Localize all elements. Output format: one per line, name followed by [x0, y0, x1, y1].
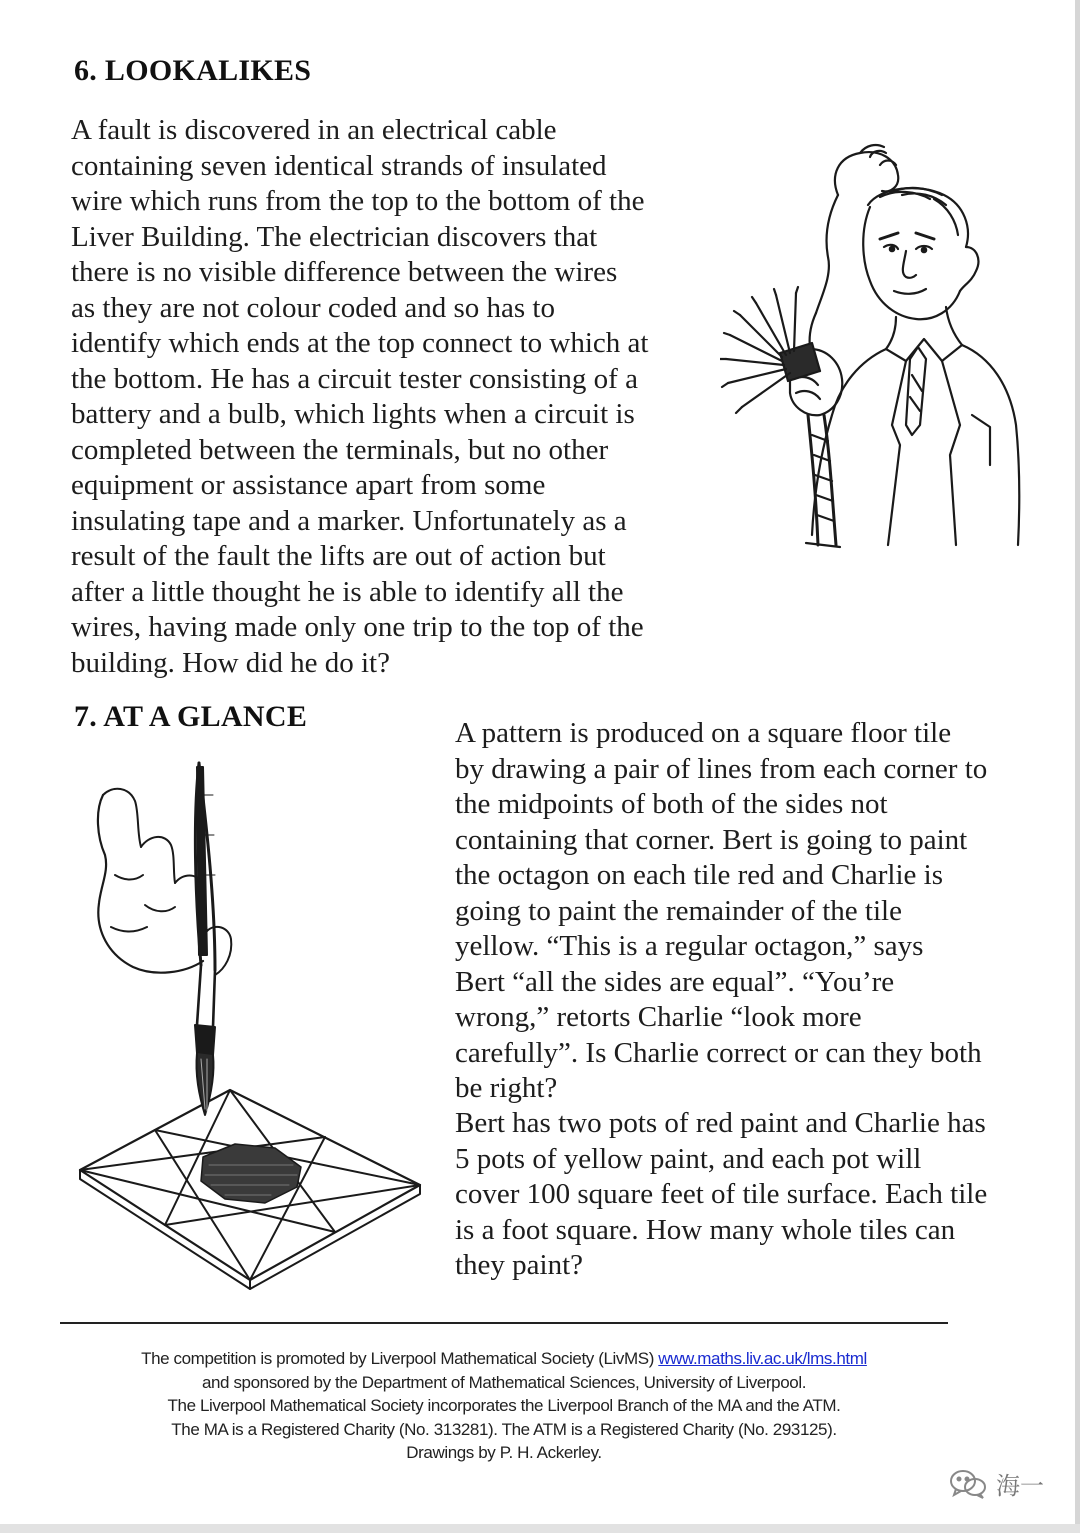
section-6-heading: 6. LOOKALIKES: [74, 54, 312, 87]
text-line: the bottom. He has a circuit tester consisting of a: [71, 362, 638, 395]
footer-line: and sponsored by the Department of Mathematical Sciences, University of Liverpool.: [201, 1372, 807, 1392]
text-line: A fault is discovered in an electrical cable: [71, 114, 557, 146]
text-line: there is no visible difference between the wires: [71, 256, 618, 288]
footer-line: The MA is a Registered Charity (No. 313281). The ATM is a Registered Charity (No. 293125).: [171, 1419, 837, 1439]
text-line: battery and a bulb, which lights when a circuit is: [71, 398, 635, 430]
text-line: insulating tape and a marker. Unfortunately as a: [71, 504, 627, 537]
text-line: the midpoints of both of the sides not: [455, 788, 888, 820]
text-line: going to paint the remainder of the tile: [455, 894, 902, 927]
section-7-text-part2: [455, 1106, 987, 1284]
footer: [60, 1347, 948, 1465]
tile-painting-illustration: [75, 755, 435, 1295]
watermark: [948, 1466, 1044, 1501]
text-line: Liver Building. The electrician discovers that: [71, 220, 598, 253]
electrician-illustration: [720, 135, 1025, 555]
page-bottom-edge: [0, 1524, 1080, 1533]
text-line: result of the fault the lifts are out of action but: [71, 540, 606, 572]
text-line: identify which ends at the top connect to which at: [71, 327, 649, 359]
text-line: wrong,” retorts Charlie “look more: [455, 1001, 862, 1033]
text-line: wires, having made only one trip to the top of the: [71, 611, 644, 643]
text-line: be right?: [455, 1072, 558, 1104]
watermark-text: 海一: [996, 1472, 1044, 1500]
footer-line: [60, 1347, 948, 1371]
text-line: is a foot square. How many whole tiles can: [455, 1213, 956, 1246]
text-line: containing seven identical strands of insulated: [71, 149, 607, 182]
text-line: carefully”. Is Charlie correct or can they both: [455, 1036, 982, 1069]
footer-credit: Drawings by P. H. Ackerley.: [406, 1443, 602, 1462]
text-line: they paint?: [455, 1249, 584, 1281]
section-7-text: [455, 716, 987, 1107]
text-line: after a little thought he is able to identify all the: [71, 575, 624, 608]
section-6-text: [71, 113, 648, 681]
text-line: equipment or assistance apart from some: [71, 469, 546, 501]
text-line: cover 100 square feet of tile surface. Each tile: [455, 1178, 988, 1210]
text-line: by drawing a pair of lines from each corner to: [455, 752, 988, 785]
text-line: containing that corner. Bert is going to paint: [455, 823, 968, 856]
text-line: the octagon on each tile red and Charlie is: [455, 859, 943, 891]
page-edge: [1075, 0, 1080, 1533]
text-line: 5 pots of yellow paint, and each pot will: [455, 1142, 922, 1175]
text-line: as they are not colour coded and so has to: [71, 291, 555, 324]
text-line: A pattern is produced on a square floor tile: [455, 717, 952, 749]
wechat-icon: [948, 1468, 988, 1500]
lms-website-link[interactable]: www.maths.liv.ac.uk/lms.html: [658, 1349, 867, 1368]
text-line: building. How did he do it?: [71, 646, 390, 679]
footer-line: The Liverpool Mathematical Society incorporates the Liverpool Branch of the MA and the ATM.: [167, 1396, 841, 1415]
text-line: yellow. “This is a regular octagon,” says: [455, 930, 924, 962]
text-line: completed between the terminals, but no other: [71, 433, 609, 466]
section-7-heading: 7. AT A GLANCE: [74, 700, 308, 733]
text-line: Bert “all the sides are equal”. “You’re: [455, 965, 895, 998]
footer-promoter-text: The competition is promoted by Liverpool Mathematical Society (LivMS): [141, 1349, 659, 1368]
text-line: Bert has two pots of red paint and Charlie has: [455, 1107, 986, 1139]
text-line: wire which runs from the top to the bottom of the: [71, 185, 645, 217]
footer-divider: [60, 1322, 948, 1324]
